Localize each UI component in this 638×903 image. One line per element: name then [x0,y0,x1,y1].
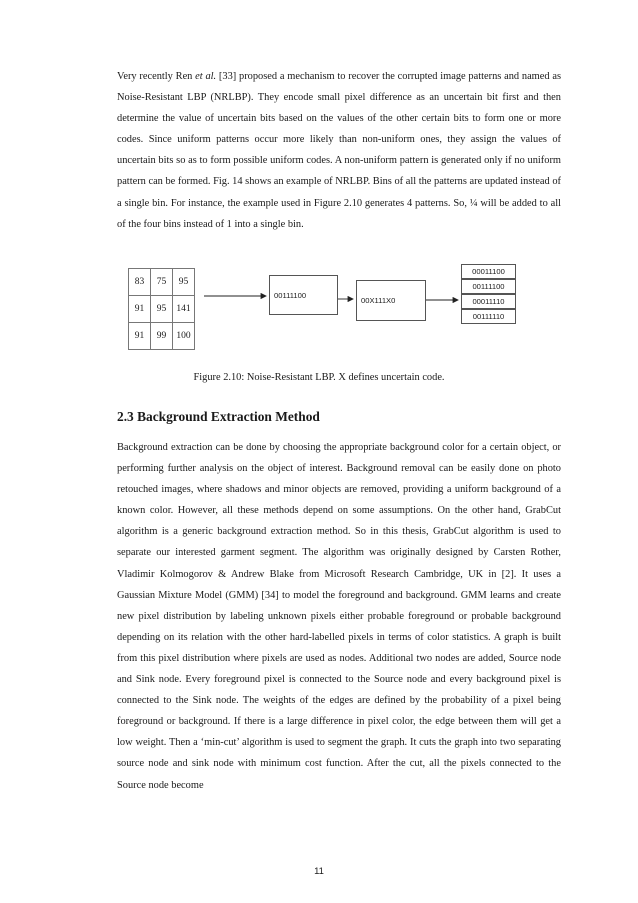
lbp-code-box: 00111100 [269,275,338,315]
pattern-box: 00111100 [461,279,516,294]
grid-cell: 75 [151,269,173,296]
nrlbp-figure [128,264,520,360]
grid-cell: 100 [173,323,195,350]
pattern-box: 00011100 [461,264,516,279]
grid-cell: 99 [151,323,173,350]
grid-cell: 141 [173,296,195,323]
paragraph-text-start: Very recently Ren [117,71,196,82]
uncertain-code-box: 00X111X0 [356,280,426,321]
paragraph-text-rest: [33] proposed a mechanism to recover the corrupted image patterns and named as Noise-Resistant LBP (NRLBP). They encode small pixel difference as an uncertain bit first and then determine the value of uncertain bits based on the values of the other certain bits to form one or more codes. Since uniform patterns occur more likely than non-uniform ones, they assign the values of uncertain bits so as to form possible uniform codes. A non-uniform pattern is generated only if no uniform pattern can be formed. Fig. 14 shows an example of NRLBP. Bins of all the patterns are updated instead of a single bin. For instance, the example used in Figure 2.10 generates 4 patterns. So, ¼ will be added to all of the four bins instead of 1 into a single bin. [117,71,562,230]
pattern-box: 00011110 [461,294,516,309]
grid-cell: 95 [151,296,173,323]
grid-cell: 91 [129,323,151,350]
pattern-box: 00111110 [461,309,516,324]
grid-cell: 91 [129,296,151,323]
paragraph-nrlbp [117,66,561,235]
page-number: 11 [314,866,324,877]
grid-cell: 95 [173,269,195,296]
grid-cell: 83 [129,269,151,296]
paragraph-background-extraction: Background extraction can be done by choosing the appropriate background color for a certain object, or performing further analysis on the object of interest. Background removal can be easily done on photo retouched images, where shadows and minor objects are removed, providing a uniform background of a known color. However, all these methods depend on some assumptions. On the other hand, GrabCut algorithm is a generic background extraction method. So in this thesis, GrabCut algorithm is used to separate our interested garment segment. The algorithm was originally designed by Carsten Rother, Vladimir Kolmogorov & Andrew Blake from Microsoft Research Cambridge, UK in [2]. It uses a Gaussian Mixture Model (GMM) [34] to model the foreground and background. GMM learns and create new pixel distribution by labeling unknown pixels either probable foreground or probable background depending on its relation with the other hard-labelled pixels in terms of color statistics. A graph is built from this pixel distribution where pixels are used as nodes. Additional two nodes are added, Source node and Sink node. Every foreground pixel is connected to the Source node and every background pixel is connected to the Sink node. The weights of the edges are defined by the probability of a pixel being foreground or background. If there is a large difference in pixel color, the edge between them will get a low weight. Then a ‘min-cut’ algorithm is used to segment the graph. It cuts the graph into two separating source node and sink node with minimum cost function. After the cut, all the pixels connected to the Source node become [117,442,561,791]
italic-et-al: et al. [195,71,217,82]
section-heading: 2.3 Background Extraction Method [117,409,320,424]
figure-caption: Figure 2.10: Noise-Resistant LBP. X defines uncertain code. [193,372,445,383]
